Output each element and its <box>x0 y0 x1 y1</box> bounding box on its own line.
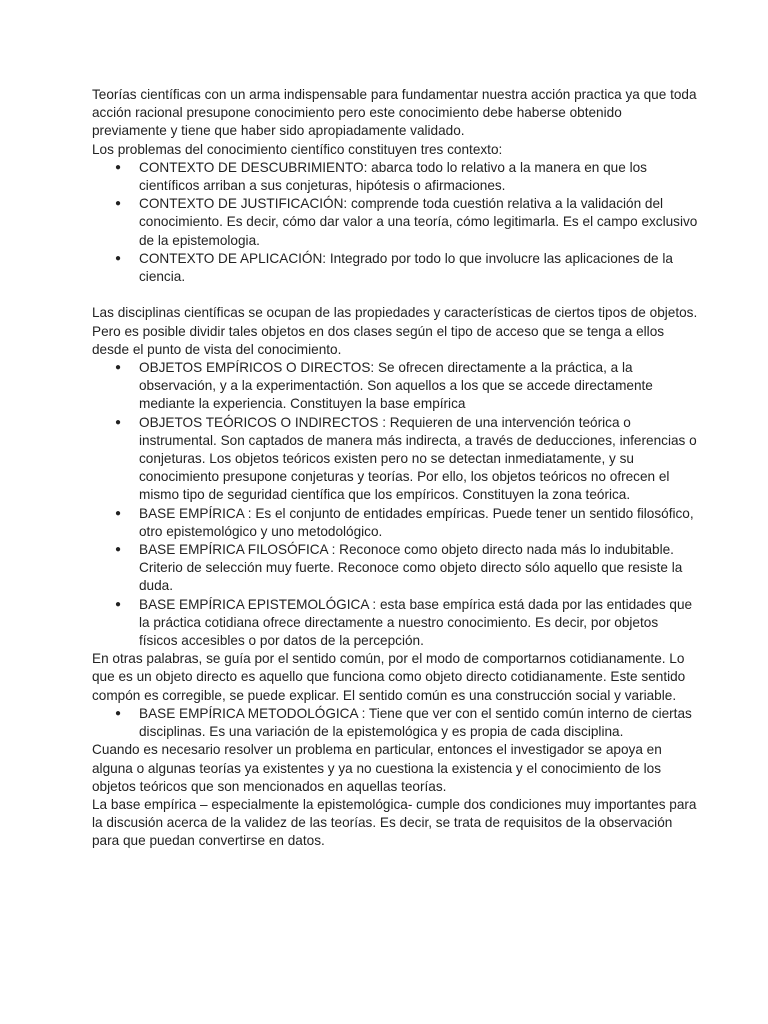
list-item <box>92 195 698 250</box>
list-item <box>92 359 698 414</box>
bullet-icon: ● <box>115 362 122 374</box>
bullet-icon: ● <box>115 161 122 173</box>
problems-intro-paragraph: Los problemas del conocimiento científico constituyen tres contexto: <box>92 141 503 157</box>
list-item-text: BASE EMPÍRICA METODOLÓGICA : Tiene que ver con el sentido común interno de ciertas disciplinas. Es una variación de la epistemológica y es propia de cada disciplina. <box>139 705 692 740</box>
list-item-text: BASE EMPÍRICA : Es el conjunto de entidades empíricas. Puede tener un sentido filosófico, otro epistemológico y uno metodológico. <box>139 505 694 539</box>
list-item-text: CONTEXTO DE APLICACIÓN: Integrado por todo lo que involucre las aplicaciones de la ciencia. <box>139 250 673 285</box>
bullet-icon: ● <box>115 507 122 519</box>
bullet-icon: ● <box>115 598 122 610</box>
list-item-text: OBJETOS EMPÍRICOS O DIRECTOS: Se ofrecen directamente a la práctica, a la observación, y a la experimentactión. Son aquellos a los que se accede directamente mediante la experiencia. Constituyen la base empírica <box>139 360 653 412</box>
bullet-icon: ● <box>115 198 122 210</box>
conclusion-paragraph: La base empírica – especialmente la epistemológica- cumple dos condiciones muy importantes para la discusión acerca de la validez de las teorías. Es decir, se trata de requisitos de la observación para que puedan convertirse en datos. <box>92 796 697 849</box>
list-item <box>92 250 698 286</box>
list-item-text: CONTEXTO DE DESCUBRIMIENTO: abarca todo lo relativo a la manera en que los científicos arriban a sus conjeturas, hipótesis o afirmaciones. <box>139 159 647 194</box>
objects-list <box>92 359 698 650</box>
bullet-icon: ● <box>115 252 122 264</box>
bullet-icon: ● <box>115 707 122 719</box>
disciplines-paragraph: Las disciplinas científicas se ocupan de las propiedades y características de ciertos tipos de objetos. Pero es posible dividir tales objetos en dos clases según el tipo de acceso que se tenga a ellos desde el punto de vista del conocimiento. <box>92 305 698 357</box>
list-item-text: BASE EMPÍRICA EPISTEMOLÓGICA : esta base empírica está dada por las entidades que la práctica cotidiana ofrece directamente a nuestro conocimiento. Es decir, por objetos físicos accesibles o por datos de la percepción. <box>139 596 693 649</box>
methodological-list <box>92 705 698 741</box>
list-item-text: BASE EMPÍRICA FILOSÓFICA : Reconoce como objeto directo nada más lo indubitable. Criterio de selección muy fuerte. Reconoce como objeto directo sólo aquello que resiste la duda. <box>139 542 683 594</box>
list-item <box>92 705 698 741</box>
list-item <box>92 596 698 651</box>
list-item <box>92 414 698 505</box>
investigator-paragraph: Cuando es necesario resolver un problema en particular, entonces el investigador se apoya en alguna o algunas teorías ya existentes y ya no cuestiona la existencia y el conocimiento de los objetos teóricos que son mencionados en aquellas teorías. <box>92 742 662 794</box>
bullet-icon: ● <box>115 416 122 428</box>
other-words-paragraph: En otras palabras, se guía por el sentido común, por el modo de comportarnos cotidianamente. Lo que es un objeto directo es aquello que funciona como objeto directo cotidianamente. Este sentido compón es corregible, se puede explicar. El sentido común es una construcción social y variable. <box>92 651 686 703</box>
intro-paragraph: Teorías científicas con un arma indispensable para fundamentar nuestra acción practica ya que toda acción racional presupone conocimiento pero este conocimiento debe haberse obtenido previamente y tiene que haber sido apropiadamente validado. <box>92 87 697 139</box>
bullet-icon: ● <box>115 544 122 556</box>
contexts-list <box>92 159 698 286</box>
list-item <box>92 541 698 596</box>
paragraph-spacer <box>92 286 698 304</box>
list-item-text: OBJETOS TEÓRICOS O INDIRECTOS : Requieren de una intervención teórica o instrumental. Son captados de manera más indirecta, a través de deducciones, inferencias o conjeturas. Los objetos teóricos existen pero no se detectan inmediatamente, y su conocimiento presupone conjeturas y teorías. Por ello, los objetos teóricos no ofrecen el mismo tipo de seguridad científica que los empíricos. Constituyen la zona teórica. <box>139 414 697 503</box>
list-item <box>92 505 698 541</box>
list-item <box>92 159 698 195</box>
list-item-text: CONTEXTO DE JUSTIFICACIÓN: comprende toda cuestión relativa a la validación del conocimiento. Es decir, cómo dar valor a una teoría, cómo legitimarla. Es el campo exclusivo de la epistemologia. <box>139 196 698 248</box>
